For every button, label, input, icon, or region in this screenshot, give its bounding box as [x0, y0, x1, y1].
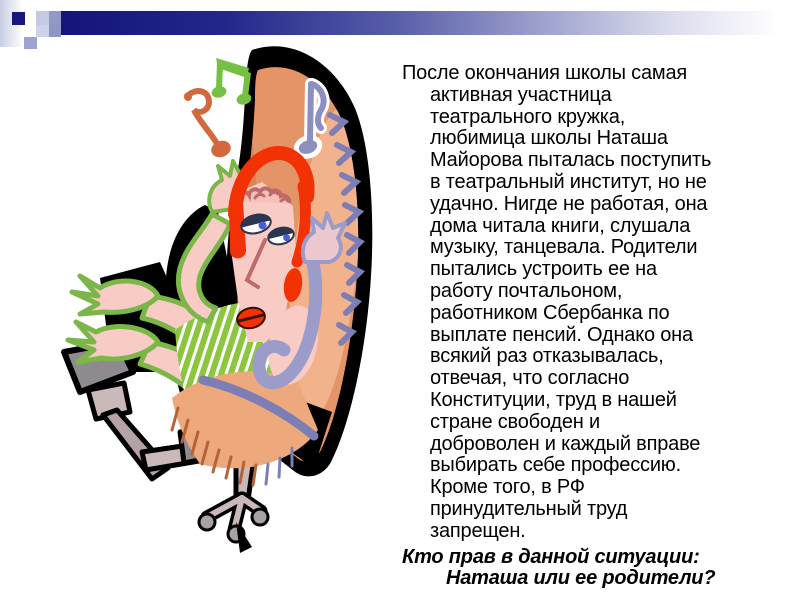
question-line: Наташа или ее родители?	[446, 567, 716, 590]
text-line: работу почтальоном,	[430, 279, 623, 302]
decor-square-navy	[12, 12, 25, 25]
text-line: в театральный институт, но не	[430, 170, 707, 193]
question-line: Кто прав в данной ситуации:	[402, 545, 700, 568]
body-paragraph	[402, 63, 754, 543]
text-line: любимица школы Наташа	[430, 127, 668, 150]
text-line: активная участница	[430, 83, 612, 106]
text-line: всякий раз отказывалась,	[430, 345, 664, 368]
decor-square-medium-3	[24, 37, 37, 49]
text-line: пытались устроить ее на	[430, 258, 657, 281]
text-line: Конституции, труд в нашей	[430, 388, 677, 411]
decor-square-light-1	[36, 11, 49, 25]
text-line: удачно. Нигде не работая, она	[430, 192, 708, 215]
decor-title-bar	[60, 11, 800, 35]
text-line: Кроме того, в РФ	[430, 476, 585, 499]
text-line: музыку, танцевала. Родители	[430, 236, 698, 259]
text-line: принудительный труд	[430, 497, 628, 520]
text-line: дома читала книги, слушала	[430, 214, 691, 237]
text-line: После окончания школы самая	[402, 62, 687, 84]
text-line: работником Сбербанка по	[430, 301, 670, 324]
text-line: выбирать себе профессию.	[430, 454, 681, 477]
text-line: отвечая, что согласно	[430, 367, 630, 390]
text-line: стране свободен и	[430, 410, 600, 433]
green-music-note	[210, 58, 252, 106]
girl-headphones-illustration	[55, 40, 405, 570]
orange-music-note	[184, 91, 233, 160]
text-line: театрального кружка,	[430, 105, 626, 128]
decor-square-medium-2	[49, 25, 61, 37]
text-line: доброволен и каждый вправе	[430, 432, 701, 455]
text-line: запрещен.	[430, 519, 526, 542]
text-line: выплате пенсий. Однако она	[430, 323, 693, 346]
decor-square-medium-1	[49, 11, 61, 25]
text-line: Майорова пыталась поступить	[430, 149, 712, 172]
decor-square-light-2	[36, 25, 49, 37]
question-paragraph	[402, 547, 754, 591]
slide-text	[402, 63, 754, 590]
